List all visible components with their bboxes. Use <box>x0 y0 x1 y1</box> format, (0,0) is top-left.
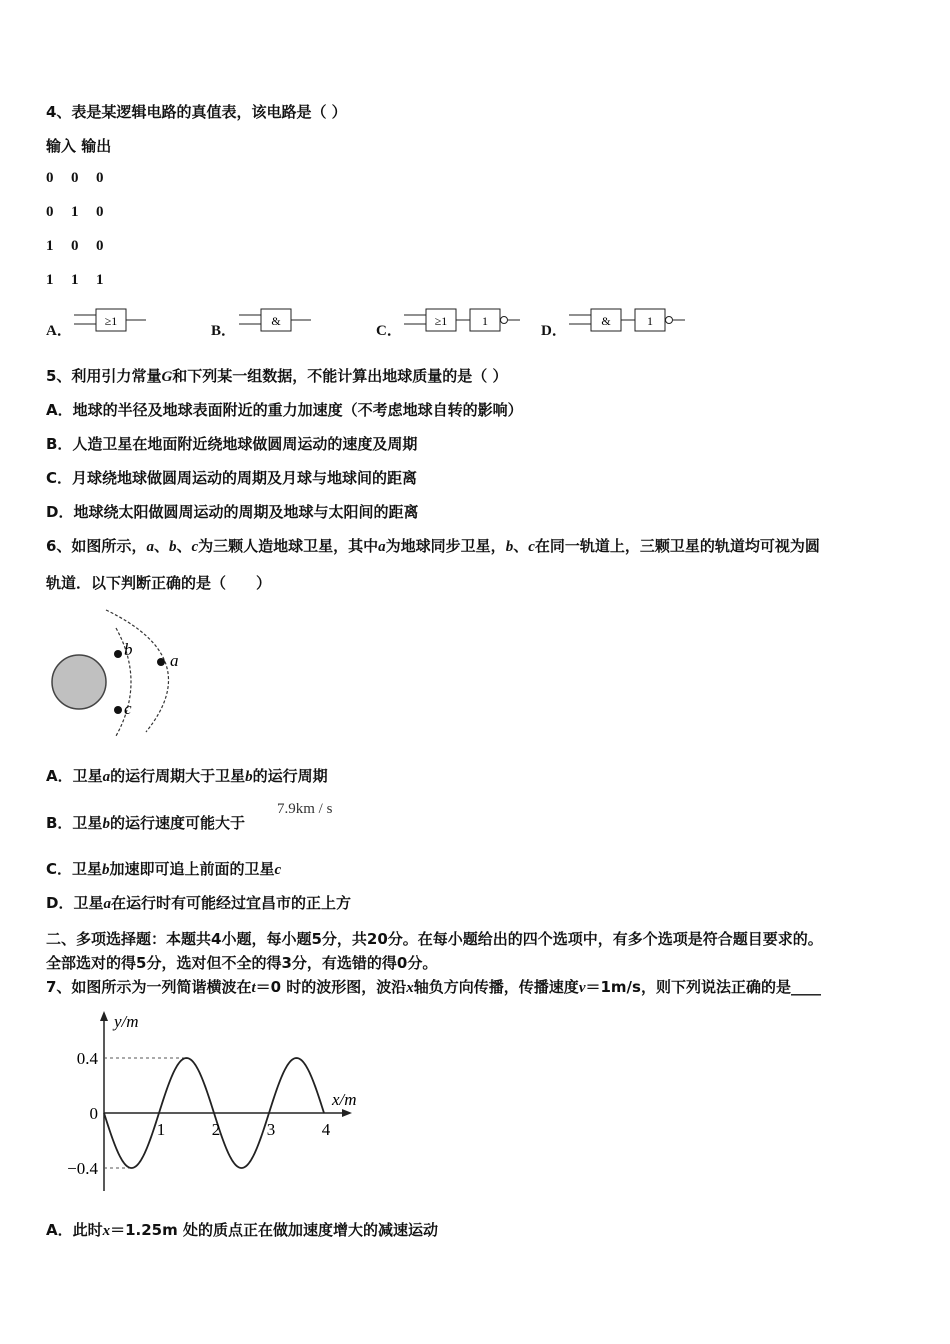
gate-symbol-1: ≥1 <box>434 314 448 328</box>
x-tick-label: 4 <box>321 1120 331 1139</box>
q5-stem: 5、利用引力常量G和下列某一组数据，不能计算出地球质量的是（ ） <box>46 367 508 385</box>
satellite-b <box>114 650 122 658</box>
q4-stem: 4、表是某逻辑电路的真值表，该电路是（ ） <box>46 103 347 121</box>
truth-table-row <box>46 272 121 289</box>
wave-chart <box>46 1005 406 1205</box>
truth-table-row <box>46 238 121 255</box>
truth-cell: 1 <box>46 238 54 254</box>
x-tick-label: 3 <box>266 1120 276 1139</box>
logic-gate-symbol <box>404 305 534 335</box>
q6-stem-line1: 6、如图所示，a、b、c为三颗人造地球卫星，其中a为地球同步卫星，b、c在同一轨道上，三颗卫星的轨道均可视为圆 <box>46 537 820 555</box>
y-tick-label: −0.4 <box>67 1159 98 1178</box>
gate-symbol-1: ≥1 <box>104 314 118 328</box>
q6-stem-line2: 轨道．以下判断正确的是（ ） <box>46 574 272 592</box>
truth-cell: 0 <box>96 170 104 186</box>
section2-line2: 全部选对的得5分，选对但不全的得3分，有选错的得0分。 <box>46 954 438 972</box>
label-c: c <box>124 699 132 718</box>
not-bubble <box>666 317 673 324</box>
option-label: D． <box>541 323 567 339</box>
q7-option-a: A．此时x＝1.25m 处的质点正在做加速度增大的减速运动 <box>46 1221 438 1239</box>
gate-symbol-2: 1 <box>482 314 488 328</box>
y-tick-label: 0 <box>89 1104 98 1123</box>
gate-symbol-1: & <box>601 314 611 328</box>
q6-option-a: A．卫星a的运行周期大于卫星b的运行周期 <box>46 767 328 785</box>
truth-cell: 0 <box>46 204 54 220</box>
q6-option-b: B．卫星b的运行速度可能大于 <box>46 814 245 832</box>
option-label: C． <box>376 323 402 339</box>
speed-formula: 7.9km / s <box>277 801 333 817</box>
not-bubble <box>501 317 508 324</box>
section2-line1: 二、多项选择题：本题共4小题，每小题5分，共20分。在每小题给出的四个选项中，有多个选项是符合题目要求的。 <box>46 930 823 948</box>
q5-option-b: B．人造卫星在地面附近绕地球做圆周运动的速度及周期 <box>46 435 418 453</box>
truth-cell: 1 <box>71 272 79 288</box>
truth-cell: 1 <box>46 272 54 288</box>
truth-table-row <box>46 170 121 187</box>
satellite-a <box>157 658 165 666</box>
truth-cell: 1 <box>96 272 104 288</box>
x-axis-label: x/m <box>332 1090 357 1109</box>
option-label: A． <box>46 323 72 339</box>
truth-table-header: 输入 输出 <box>46 137 112 155</box>
q7-stem: 7、如图所示为一列简谐横波在t＝0 时的波形图，波沿x轴负方向传播，传播速度v＝1m/s，则下列说法正确的是____ <box>46 978 821 996</box>
q5-option-c: C．月球绕地球做圆周运动的周期及月球与地球间的距离 <box>46 469 418 487</box>
gate-symbol-1: & <box>271 314 281 328</box>
truth-cell: 0 <box>96 238 104 254</box>
satellite-c <box>114 706 122 714</box>
truth-cell: 0 <box>96 204 104 220</box>
x-tick-label: 1 <box>156 1120 166 1139</box>
earth <box>52 655 106 709</box>
y-tick-label: 0.4 <box>76 1049 98 1068</box>
gate-symbol-2: 1 <box>647 314 653 328</box>
logic-gate-symbol <box>239 305 339 335</box>
truth-cell: 0 <box>71 170 79 186</box>
orbit-diagram <box>46 608 206 738</box>
label-a: a <box>170 651 179 670</box>
x-axis-arrow <box>342 1109 352 1117</box>
y-axis-label: y/m <box>114 1012 139 1031</box>
truth-cell: 1 <box>71 204 79 220</box>
y-axis-arrow <box>100 1011 108 1021</box>
label-b: b <box>124 640 133 659</box>
orbit-a <box>106 610 169 732</box>
q5-option-a: A．地球的半径及地球表面附近的重力加速度（不考虑地球自转的影响） <box>46 401 523 419</box>
q6-option-c: C．卫星b加速即可追上前面的卫星c <box>46 860 282 878</box>
truth-table-row <box>46 204 121 221</box>
logic-gate-symbol <box>74 305 174 335</box>
option-label: B． <box>211 323 237 339</box>
truth-cell: 0 <box>46 170 54 186</box>
q6-option-d: D．卫星a在运行时有可能经过宜昌市的正上方 <box>46 894 351 912</box>
q5-option-d: D．地球绕太阳做圆周运动的周期及地球与太阳间的距离 <box>46 503 419 521</box>
logic-gate-symbol <box>569 305 699 335</box>
truth-cell: 0 <box>71 238 79 254</box>
x-tick-label: 2 <box>211 1120 221 1139</box>
